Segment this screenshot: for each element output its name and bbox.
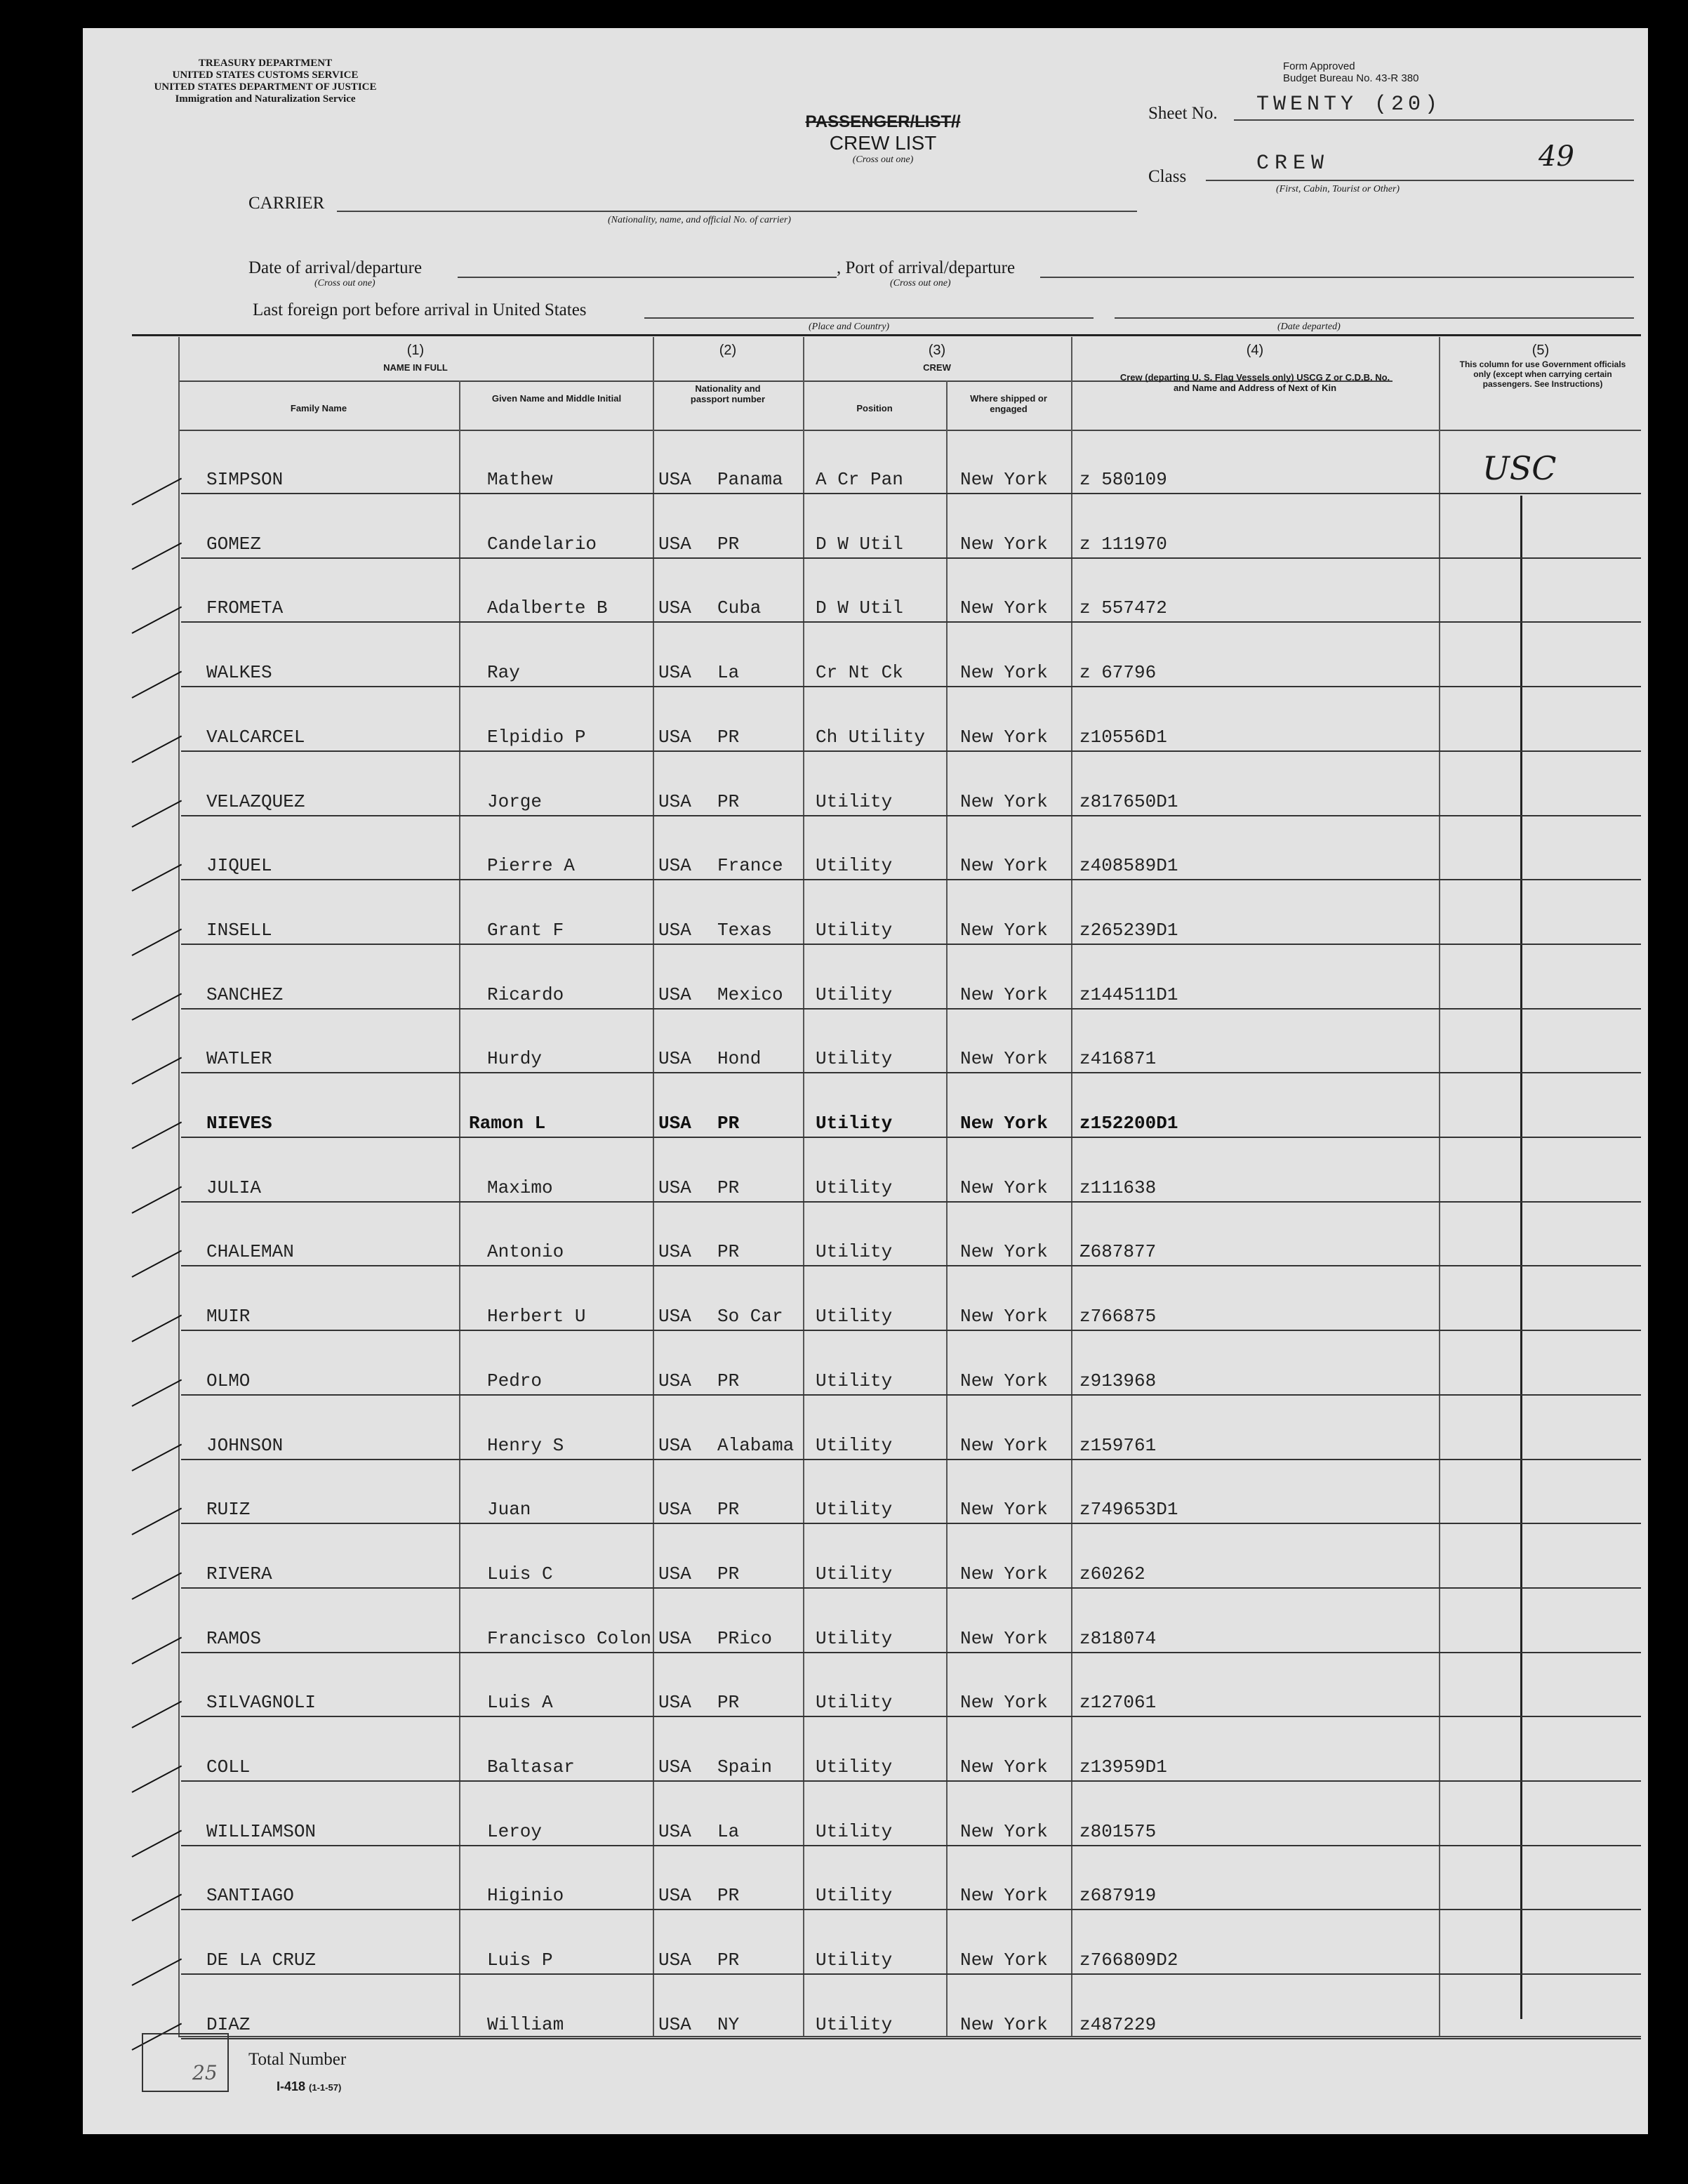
last-port-line	[644, 317, 1094, 319]
row-rule	[181, 1845, 1641, 1846]
total-value: 25	[192, 2061, 218, 2084]
given-name: Mathew	[487, 469, 553, 490]
nationality: USA	[658, 1306, 691, 1328]
position: D W Util	[816, 533, 903, 555]
carrier-note: (Nationality, name, and official No. of carrier)	[608, 215, 791, 225]
nationality-detail: Hond	[717, 1048, 762, 1070]
family-name: COLL	[206, 1756, 251, 1778]
row-rule	[181, 686, 1641, 687]
row-rule	[181, 1459, 1641, 1460]
family-name: CHALEMAN	[206, 1241, 294, 1263]
z-number: z818074	[1079, 1627, 1157, 1649]
given-name: Antonio	[487, 1241, 564, 1263]
check-mark-icon	[132, 1186, 182, 1213]
row-rule	[181, 815, 1641, 816]
z-number: z265239D1	[1079, 919, 1178, 941]
given-name: Pedro	[487, 1370, 543, 1391]
given-name: Adalberte B	[487, 597, 608, 619]
nationality: USA	[658, 1756, 691, 1778]
row-rule	[181, 1265, 1641, 1266]
port-cross-note: (Cross out one)	[890, 278, 951, 289]
z-number: z416871	[1079, 1048, 1157, 1070]
check-mark-icon	[132, 1057, 182, 1085]
position: Ch Utility	[816, 726, 926, 748]
col4-title: Crew (departing U. S. Flag Vessels only) USCG Z or C.D.B. No. and Name and Address of Next of Kin	[1119, 372, 1390, 393]
nationality-detail: La	[717, 1820, 740, 1842]
col3-title: CREW	[923, 362, 951, 373]
position: Utility	[816, 1434, 893, 1456]
agency-line: UNITED STATES CUSTOMS SERVICE	[172, 70, 359, 81]
date-label: Date of arrival/departure	[248, 258, 423, 277]
row-rule	[181, 1072, 1641, 1073]
nationality-detail: PR	[717, 1499, 740, 1521]
date-line	[458, 277, 837, 278]
nationality: USA	[658, 1113, 691, 1134]
nationality: USA	[658, 533, 691, 555]
shipped-place: New York	[960, 919, 1048, 941]
date-departed-line	[1115, 317, 1634, 319]
shipped-place: New York	[960, 790, 1048, 812]
position: Utility	[816, 1177, 893, 1198]
check-mark-icon	[132, 1636, 182, 1664]
shipped-place: New York	[960, 1627, 1048, 1649]
family-name: WILLIAMSON	[206, 1820, 317, 1842]
sheet-label: Sheet No.	[1148, 104, 1218, 123]
shipped-place: New York	[960, 1113, 1048, 1134]
check-mark-icon	[132, 1250, 182, 1278]
agency-block	[139, 58, 392, 105]
check-mark-icon	[132, 478, 182, 505]
z-number: z687919	[1079, 1885, 1157, 1907]
z-number: z749653D1	[1079, 1499, 1178, 1521]
row-rule	[181, 1780, 1641, 1782]
form-approved-text: Form Approved	[1283, 60, 1355, 72]
nationality-detail: PR	[717, 790, 740, 812]
family-name: WALKES	[206, 662, 272, 684]
row-rule	[181, 1330, 1641, 1331]
nationality-detail: PR	[717, 726, 740, 748]
family-name: OLMO	[206, 1370, 251, 1391]
row-rule	[181, 493, 1641, 494]
family-name: FROMETA	[206, 597, 284, 619]
family-name: JIQUEL	[206, 855, 272, 877]
shipped-place: New York	[960, 1756, 1048, 1778]
position: Utility	[816, 1627, 893, 1649]
carrier-label: CARRIER	[248, 194, 325, 213]
row-rule	[181, 1008, 1641, 1010]
shipped-place: New York	[960, 597, 1048, 619]
nationality-detail: PR	[717, 1950, 740, 1971]
shipped-place: New York	[960, 1370, 1048, 1391]
check-mark-icon	[132, 1508, 182, 1535]
nationality-detail: NY	[717, 2013, 740, 2035]
given-name: Herbert U	[487, 1306, 586, 1328]
family-name: WATLER	[206, 1048, 272, 1070]
shipped-place: New York	[960, 1950, 1048, 1971]
nationality-detail: PR	[717, 1885, 740, 1907]
position: Utility	[816, 1241, 893, 1263]
title-block	[778, 112, 988, 166]
shipped-place: New York	[960, 1048, 1048, 1070]
given-name: Luis P	[487, 1950, 553, 1971]
given-name: Maximo	[487, 1177, 553, 1198]
family-name: SIMPSON	[206, 469, 284, 490]
form-approved	[1283, 60, 1418, 84]
given-name: Luis A	[487, 1692, 553, 1714]
given-name: Higinio	[487, 1885, 564, 1907]
col5-title: This column for use Government officials only (except when carrying certain passengers. See Instructions)	[1459, 359, 1626, 389]
shipped-place: New York	[960, 984, 1048, 1005]
class-value: CREW	[1256, 152, 1330, 176]
nationality-detail: PR	[717, 1692, 740, 1714]
nationality: USA	[658, 790, 691, 812]
check-mark-icon	[132, 1959, 182, 1986]
nationality: USA	[658, 1499, 691, 1521]
shipped-place: New York	[960, 1563, 1048, 1584]
col2-title: Nationality and passport number	[690, 383, 766, 404]
position: Utility	[816, 984, 893, 1005]
shipped-place: New York	[960, 1434, 1048, 1456]
nationality: USA	[658, 984, 691, 1005]
nationality-detail: Alabama	[717, 1434, 795, 1456]
total-label: Total Number	[248, 2050, 347, 2069]
nationality-detail: PR	[717, 1113, 740, 1134]
nationality-detail: La	[717, 662, 740, 684]
given-name: Pierre A	[487, 855, 575, 877]
nationality-detail: PR	[717, 1370, 740, 1391]
class-label: Class	[1148, 167, 1187, 186]
nationality-detail: Texas	[717, 919, 773, 941]
nationality-detail: PR	[717, 1563, 740, 1584]
position: Utility	[816, 1756, 893, 1778]
shipped-place: New York	[960, 1306, 1048, 1328]
position: Utility	[816, 1950, 893, 1971]
nationality: USA	[658, 855, 691, 877]
place-note: (Place and Country)	[809, 322, 890, 332]
check-mark-icon	[132, 928, 182, 955]
check-mark-icon	[132, 864, 182, 892]
col-divider-position	[946, 380, 948, 2036]
nationality: USA	[658, 1950, 691, 1971]
z-number: z913968	[1079, 1370, 1157, 1391]
nationality-detail: So Car	[717, 1306, 783, 1328]
nationality: USA	[658, 1885, 691, 1907]
family-name: INSELL	[206, 919, 272, 941]
shipped-place: New York	[960, 662, 1048, 684]
family-name: JULIA	[206, 1177, 262, 1198]
family-name: DIAZ	[206, 2013, 251, 2035]
family-name: MUIR	[206, 1306, 251, 1328]
nationality: USA	[658, 1627, 691, 1649]
position: Utility	[816, 1885, 893, 1907]
z-number: Z687877	[1079, 1241, 1157, 1263]
col2-number: (2)	[719, 343, 737, 358]
table-top-rule	[132, 334, 1641, 336]
position-header: Position	[856, 403, 893, 413]
position: Utility	[816, 919, 893, 941]
position: Utility	[816, 790, 893, 812]
shipped-header: Where shipped or engaged	[970, 393, 1047, 414]
given-name: Jorge	[487, 790, 543, 812]
family-name-header: Family Name	[290, 403, 347, 413]
check-mark-icon	[132, 1122, 182, 1149]
form-date: (1-1-57)	[309, 2082, 342, 2093]
check-mark-icon	[132, 1894, 182, 1921]
nationality-detail: PR	[717, 1241, 740, 1263]
position: Utility	[816, 2013, 893, 2035]
family-name: GOMEZ	[206, 533, 262, 555]
z-number: z 580109	[1079, 469, 1167, 490]
given-name: Elpidio P	[487, 726, 586, 748]
col1-title: NAME IN FULL	[383, 362, 448, 373]
z-number: z152200D1	[1079, 1113, 1178, 1134]
given-name: Luis C	[487, 1563, 553, 1584]
z-number: z13959D1	[1079, 1756, 1167, 1778]
nationality-detail: PR	[717, 1177, 740, 1198]
col3-number: (3)	[928, 343, 946, 358]
shipped-place: New York	[960, 1177, 1048, 1198]
family-name: DE LA CRUZ	[206, 1950, 317, 1971]
struck-title: PASSENGER/LIST//	[805, 112, 961, 131]
given-name: Ricardo	[487, 984, 564, 1005]
check-mark-icon	[132, 1829, 182, 1857]
given-name: Juan	[487, 1499, 531, 1521]
family-name: RUIZ	[206, 1499, 251, 1521]
nationality: USA	[658, 1820, 691, 1842]
class-line	[1206, 180, 1634, 181]
budget-bureau: Budget Bureau No. 43-R 380	[1283, 72, 1419, 84]
position: Utility	[816, 1370, 893, 1391]
row-rule	[181, 1652, 1641, 1653]
total-box	[142, 2033, 229, 2092]
position: Utility	[816, 1820, 893, 1842]
date-cross-note: (Cross out one)	[314, 278, 376, 289]
z-number: z766875	[1079, 1306, 1157, 1328]
nationality: USA	[658, 662, 691, 684]
check-mark-icon	[132, 1572, 182, 1599]
row-rule	[181, 621, 1641, 623]
date-departed-note: (Date departed)	[1277, 322, 1341, 332]
z-number: z 111970	[1079, 533, 1167, 555]
check-mark-icon	[132, 671, 182, 699]
nationality-detail: France	[717, 855, 783, 877]
row-rule	[181, 750, 1641, 752]
shipped-place: New York	[960, 855, 1048, 877]
given-name: William	[487, 2013, 564, 2035]
family-name: RAMOS	[206, 1627, 262, 1649]
nationality-detail: Panama	[717, 469, 783, 490]
nationality: USA	[658, 1434, 691, 1456]
check-mark-icon	[132, 1701, 182, 1728]
row-rule	[181, 1973, 1641, 1975]
class-note: (First, Cabin, Tourist or Other)	[1276, 184, 1400, 194]
nationality-detail: Cuba	[717, 597, 762, 619]
given-name: Ramon L	[469, 1113, 546, 1134]
col4-number: (4)	[1246, 343, 1264, 358]
family-name: NIEVES	[206, 1113, 272, 1134]
given-name-header: Given Name and Middle Initial	[491, 393, 622, 404]
form-id	[277, 2079, 341, 2094]
form-id-text: I-418	[277, 2079, 306, 2093]
carrier-line	[337, 211, 1137, 212]
family-name: SILVAGNOLI	[206, 1692, 317, 1714]
z-number: z127061	[1079, 1692, 1157, 1714]
family-name: JOHNSON	[206, 1434, 284, 1456]
z-number: z 67796	[1079, 662, 1157, 684]
given-name: Hurdy	[487, 1048, 543, 1070]
shipped-place: New York	[960, 1885, 1048, 1907]
shipped-place: New York	[960, 1820, 1048, 1842]
col5-number: (5)	[1531, 343, 1550, 358]
agency-line: Immigration and Naturalization Service	[175, 93, 356, 105]
family-name: VELAZQUEZ	[206, 790, 305, 812]
z-number: z 557472	[1079, 597, 1167, 619]
crew-list-form	[83, 28, 1648, 2134]
row-rule	[181, 879, 1641, 880]
z-number: z487229	[1079, 2013, 1157, 2035]
row-rule	[181, 2038, 1641, 2039]
check-mark-icon	[132, 607, 182, 634]
shipped-place: New York	[960, 2013, 1048, 2035]
family-name: VALCARCEL	[206, 726, 305, 748]
nationality: USA	[658, 1692, 691, 1714]
nationality: USA	[658, 1177, 691, 1198]
shipped-place: New York	[960, 726, 1048, 748]
position: Cr Nt Ck	[816, 662, 903, 684]
position: Utility	[816, 1563, 893, 1584]
given-name: Candelario	[487, 533, 597, 555]
z-number: z408589D1	[1079, 855, 1178, 877]
row-rule	[181, 1137, 1641, 1138]
check-mark-icon	[132, 800, 182, 827]
shipped-place: New York	[960, 533, 1048, 555]
nationality-detail: PRico	[717, 1627, 773, 1649]
given-name: Leroy	[487, 1820, 543, 1842]
nationality: USA	[658, 1563, 691, 1584]
family-name: RIVERA	[206, 1563, 272, 1584]
given-name: Francisco Colon	[487, 1627, 652, 1649]
row-rule	[181, 1394, 1641, 1396]
check-mark-icon	[132, 993, 182, 1020]
z-number: z817650D1	[1079, 790, 1178, 812]
last-port-label: Last foreign port before arrival in United States	[253, 300, 587, 319]
nationality: USA	[658, 2013, 691, 2035]
position: Utility	[816, 1306, 893, 1328]
shipped-place: New York	[960, 469, 1048, 490]
given-name: Baltasar	[487, 1756, 575, 1778]
nationality: USA	[658, 469, 691, 490]
sheet-value: TWENTY (20)	[1256, 93, 1442, 117]
row-rule	[181, 557, 1641, 559]
check-mark-icon	[132, 1315, 182, 1342]
z-number: z111638	[1079, 1177, 1157, 1198]
z-number: z10556D1	[1079, 726, 1167, 748]
header-bottom-rule	[178, 430, 1641, 431]
row-rule	[181, 1523, 1641, 1524]
cross-out-note: (Cross out one)	[852, 154, 914, 165]
nationality-detail: PR	[717, 533, 740, 555]
given-name: Ray	[487, 662, 520, 684]
sheet-line	[1234, 119, 1634, 121]
port-label: , Port of arrival/departure	[837, 258, 1016, 277]
z-number: z801575	[1079, 1820, 1157, 1842]
port-line	[1040, 277, 1634, 278]
z-number: z144511D1	[1079, 984, 1178, 1005]
family-name: SANCHEZ	[206, 984, 284, 1005]
position: Utility	[816, 1692, 893, 1714]
shipped-place: New York	[960, 1241, 1048, 1263]
col5-handwritten: USC	[1482, 449, 1557, 487]
given-name: Grant F	[487, 919, 564, 941]
position: D W Util	[816, 597, 903, 619]
z-number: z766809D2	[1079, 1950, 1178, 1971]
agency-line: UNITED STATES DEPARTMENT OF JUSTICE	[154, 81, 377, 93]
row-rule	[181, 1587, 1641, 1589]
family-name: SANTIAGO	[206, 1885, 294, 1907]
col1-number: (1)	[406, 343, 425, 358]
z-number: z159761	[1079, 1434, 1157, 1456]
row-rule	[181, 1201, 1641, 1203]
col-divider-family	[459, 380, 460, 2036]
check-mark-icon	[132, 1379, 182, 1406]
row-rule	[181, 1909, 1641, 1910]
row-rule	[181, 944, 1641, 945]
nationality: USA	[658, 1370, 691, 1391]
nationality: USA	[658, 597, 691, 619]
check-mark-icon	[132, 1766, 182, 1793]
nationality: USA	[658, 919, 691, 941]
check-mark-icon	[132, 735, 182, 762]
position: Utility	[816, 855, 893, 877]
shipped-place: New York	[960, 1692, 1048, 1714]
page-number-handwritten: 49	[1539, 140, 1574, 173]
nationality: USA	[658, 1241, 691, 1263]
table-bottom-rule	[178, 2036, 1641, 2037]
page-title: CREW LIST	[829, 132, 937, 154]
check-mark-icon	[132, 542, 182, 569]
nationality-detail: Spain	[717, 1756, 773, 1778]
position: Utility	[816, 1499, 893, 1521]
shipped-place: New York	[960, 1499, 1048, 1521]
nationality-detail: Mexico	[717, 984, 783, 1005]
check-mark-icon	[132, 1443, 182, 1471]
position: Utility	[816, 1113, 893, 1134]
row-rule	[181, 1716, 1641, 1717]
col5-ditto-line	[1520, 496, 1522, 2019]
nationality: USA	[658, 1048, 691, 1070]
position: A Cr Pan	[816, 469, 903, 490]
position: Utility	[816, 1048, 893, 1070]
z-number: z60262	[1079, 1563, 1145, 1584]
given-name: Henry S	[487, 1434, 564, 1456]
nationality: USA	[658, 726, 691, 748]
agency-line: TREASURY DEPARTMENT	[198, 58, 333, 69]
